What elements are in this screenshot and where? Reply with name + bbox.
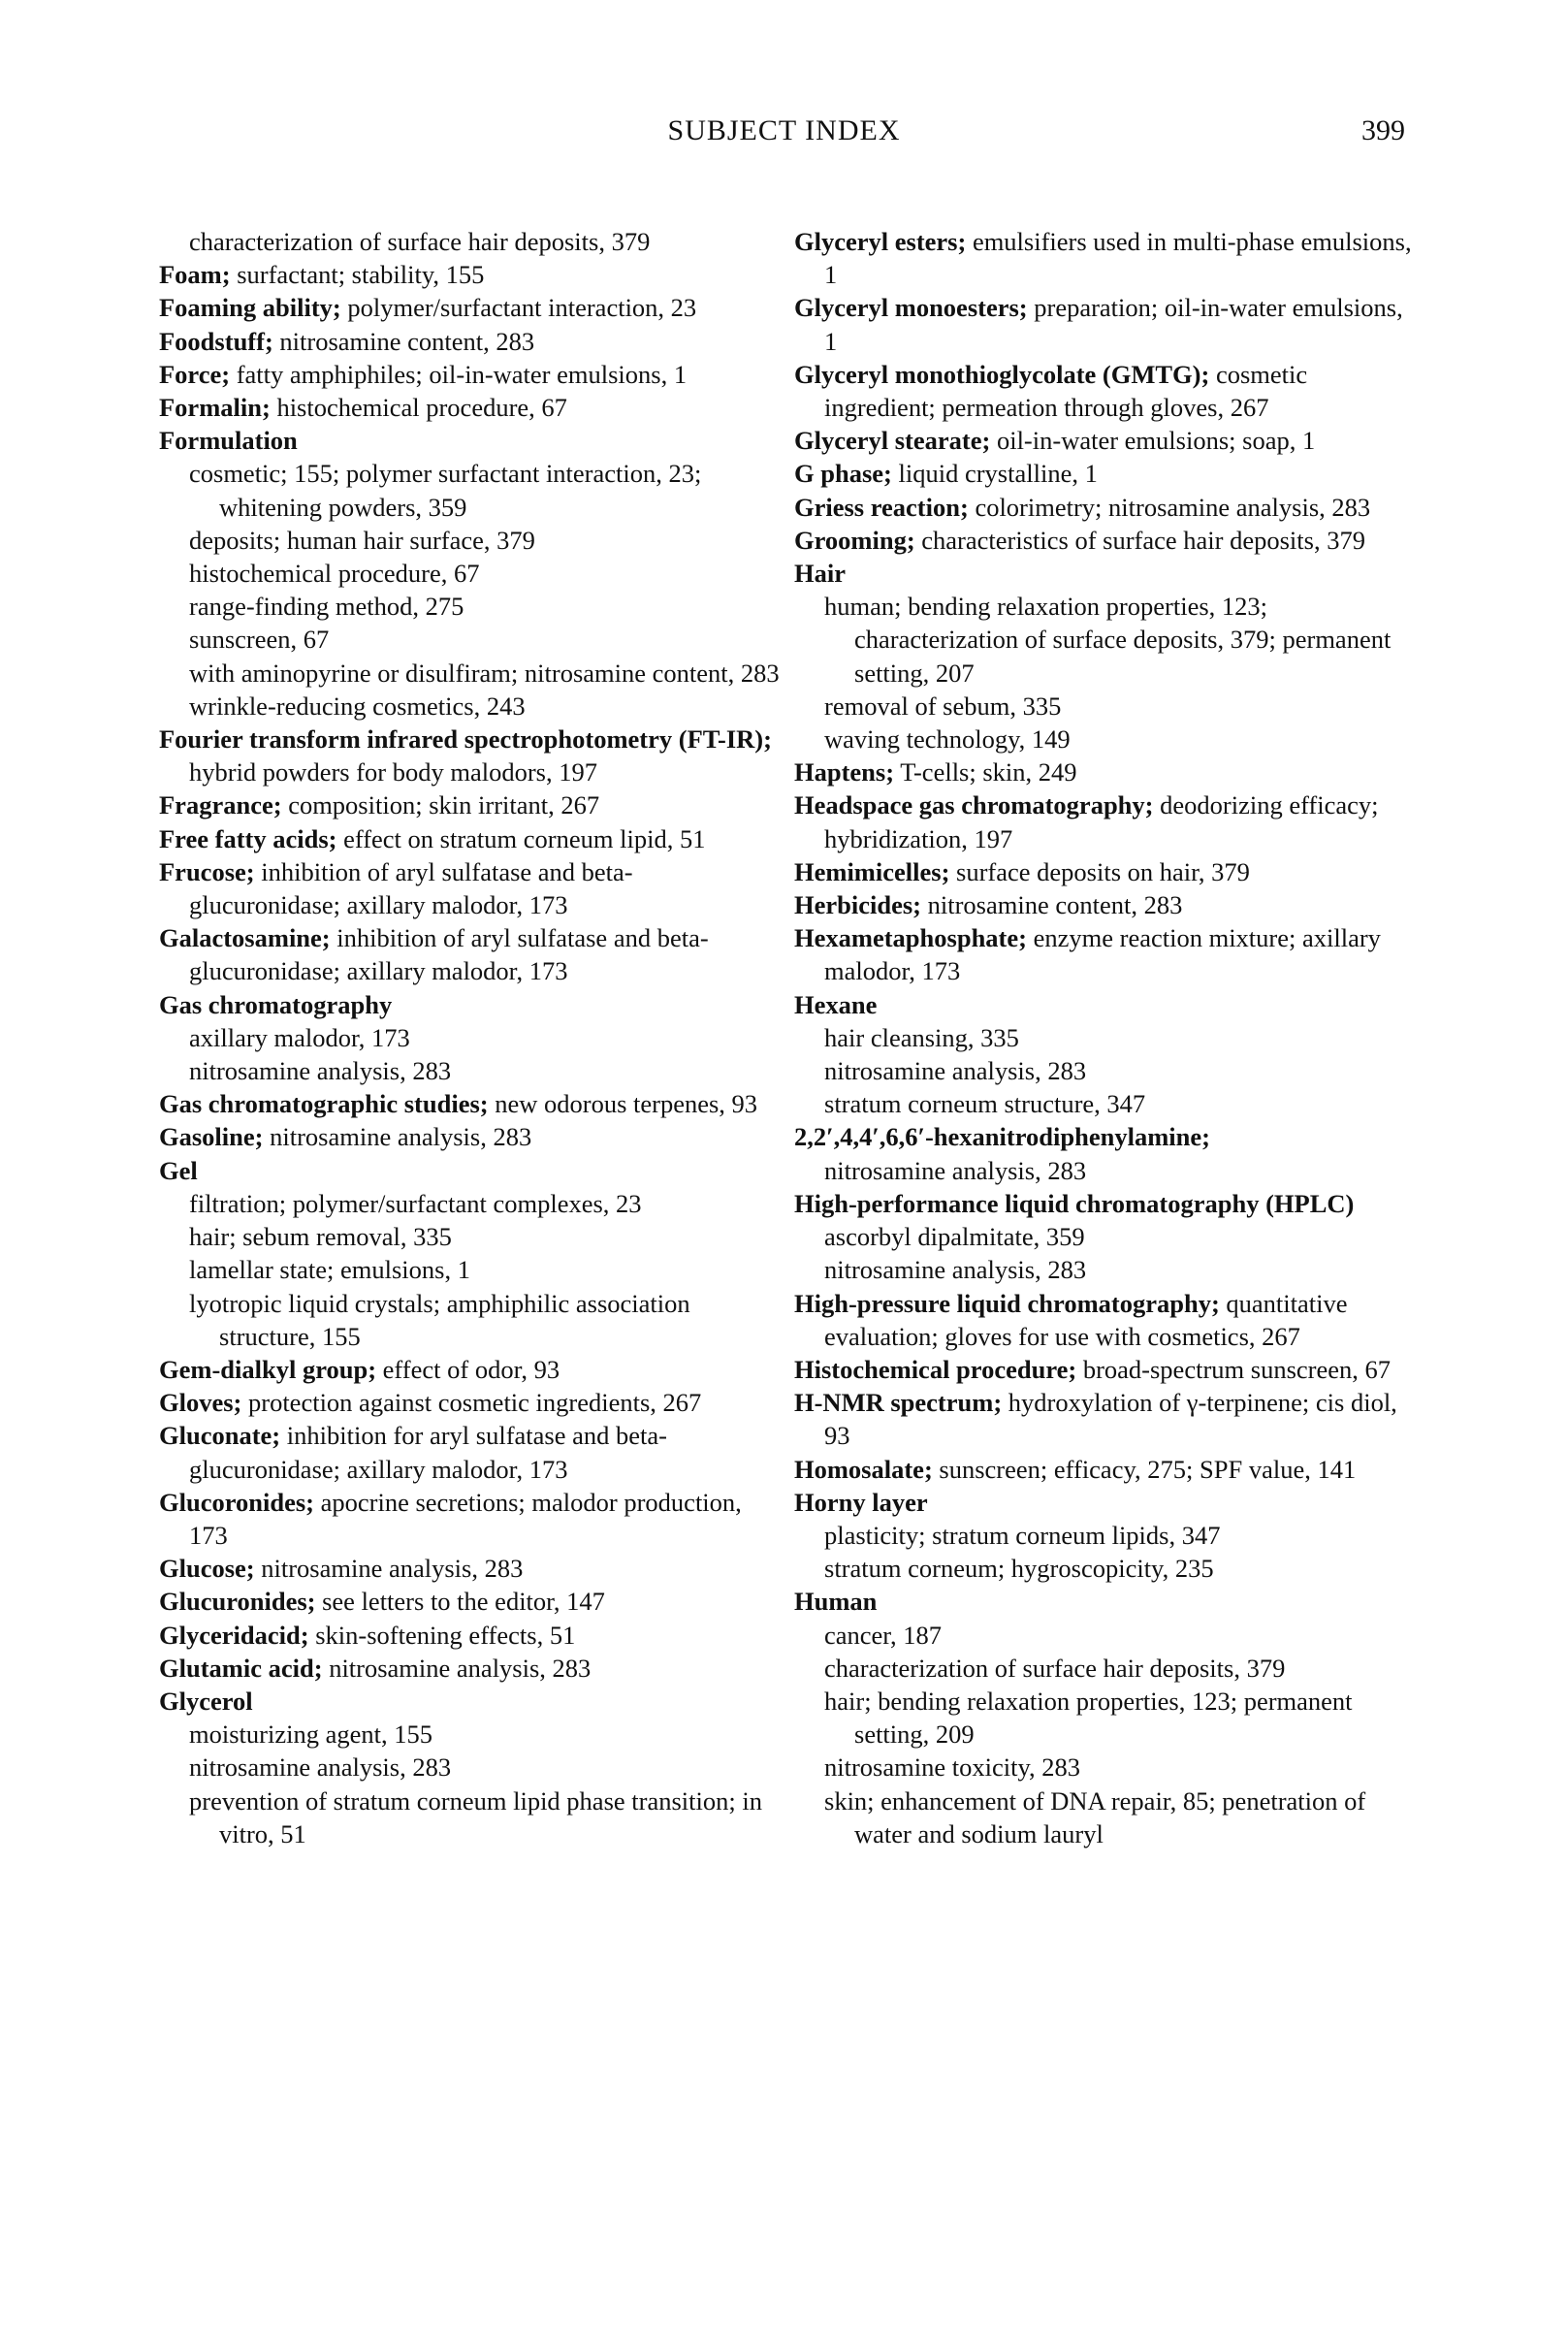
index-term: Hair [794,559,846,589]
index-entry [159,1120,780,1153]
index-locator: hybrid powders for body malodors, 197 [189,757,597,787]
index-subentry: histochemical procedure, 67 [189,559,480,589]
index-locator: sunscreen; efficacy, 275; SPF value, 141 [932,1454,1357,1484]
index-entry [159,855,780,921]
index-term: Grooming; [794,525,915,555]
index-entry [794,788,1415,854]
index-locator: hydroxylation of γ-terpinene; cis diol, 93 [824,1388,1397,1451]
index-locator: cosmetic ingredient; permeation through gloves, 267 [824,359,1308,423]
index-locator: colorimetry; nitrosamine analysis, 283 [968,492,1371,522]
index-term: Glucose; [159,1554,255,1584]
index-locator: histochemical procedure, 67 [270,393,567,423]
index-locator: enzyme reaction mixture; axillary malodor, 173 [824,923,1381,986]
index-term: G phase; [794,459,892,489]
index-term: Gasoline; [159,1122,264,1152]
index-locator: characteristics of surface hair deposits, 379 [914,525,1365,555]
index-term: Free fatty acids; [159,823,337,853]
index-locator: inhibition for aryl sulfatase and beta-glucuronidase; axillary malodor, 173 [189,1421,667,1484]
index-entry [159,723,780,788]
index-subentry: hair; sebum removal, 335 [189,1222,452,1252]
index-term: Histochemical procedure; [794,1354,1077,1384]
index-subentry: deposits; human hair surface, 379 [189,525,535,555]
index-entry [794,1287,1415,1353]
index-term: Gel [159,1155,198,1185]
index-term: Gluconate; [159,1421,281,1451]
index-term: Haptens; [794,757,895,787]
index-term: Hemimicelles; [794,856,950,886]
index-term: Human [794,1587,878,1617]
index-term: High-pressure liquid chromatography; [794,1288,1220,1318]
index-locator: oil-in-water emulsions; soap, 1 [990,426,1316,456]
index-locator: emulsifiers used in multi-phase emulsions, 1 [824,227,1412,290]
index-locator: polymer/surfactant interaction, 23 [340,293,697,323]
index-locator: deodorizing efficacy; hybridization, 197 [824,790,1379,853]
index-entry [794,1187,1415,1220]
index-entry [159,1685,780,1718]
index-term: Glyceridacid; [159,1620,309,1650]
index-entry [794,888,1415,921]
index-entry [794,755,1415,788]
index-term: Glyceryl stearate; [794,426,991,456]
index-term: Fragrance; [159,790,282,820]
index-continuation: characterization of surface hair deposits, 379 [189,227,651,256]
index-entry [794,291,1415,357]
index-subentry: nitrosamine analysis, 283 [824,1255,1087,1285]
index-subentry: characterization of surface hair deposits, 379 [824,1653,1286,1683]
index-entry [159,1585,780,1618]
index-entry [794,225,1415,291]
index-term: Headspace gas chromatography; [794,790,1154,820]
index-locator: effect on stratum corneum lipid, 51 [336,823,706,853]
index-locator: nitrosamine analysis, 283 [322,1653,592,1683]
index-entry [159,358,780,391]
index-subentry: waving technology, 149 [824,724,1071,755]
index-locator: T-cells; skin, 249 [894,757,1077,787]
index-subentry: nitrosamine analysis, 283 [824,1155,1087,1185]
index-term: Galactosamine; [159,923,331,953]
index-subentry: plasticity; stratum corneum lipids, 347 [824,1520,1221,1550]
index-locator: effect of odor, 93 [376,1354,560,1384]
index-subentry: wrinkle-reducing cosmetics, 243 [189,691,526,721]
index-term: Gas chromatographic studies; [159,1089,489,1119]
index-entry [159,291,780,324]
index-term: Glucoronides; [159,1487,314,1517]
index-term: Griess reaction; [794,492,969,522]
index-entry [159,1154,780,1187]
index-subentry: human; bending relaxation properties, 123; characterization of surface deposits, 379; permanent setting, 207 [824,592,1392,688]
index-entry [159,988,780,1021]
index-locator: nitrosamine analysis, 283 [254,1554,524,1584]
index-column-right [794,225,1415,1850]
index-locator: nitrosamine analysis, 283 [263,1122,532,1152]
index-entry [794,491,1415,524]
index-term: Glucuronides; [159,1587,316,1617]
index-term: H-NMR spectrum; [794,1388,1003,1418]
index-locator: fatty amphiphiles; oil-in-water emulsions, 1 [230,359,688,389]
index-entry [794,1353,1415,1386]
index-locator: quantitative evaluation; gloves for use with cosmetics, 267 [824,1288,1348,1351]
index-entry [159,1652,780,1685]
index-subentry: ascorbyl dipalmitate, 359 [824,1222,1085,1252]
index-term: Frucose; [159,856,255,886]
index-entry [794,1386,1415,1452]
index-subentry: cancer, 187 [824,1620,943,1650]
index-locator: nitrosamine content, 283 [921,890,1183,920]
index-subentry: stratum corneum; hygroscopicity, 235 [824,1554,1214,1584]
index-entry [794,1486,1415,1519]
index-term: Glutamic acid; [159,1653,323,1683]
index-entry [794,921,1415,987]
index-locator: liquid crystalline, 1 [891,459,1098,489]
index-locator: new odorous terpenes, 93 [488,1089,758,1119]
index-term: Glyceryl esters; [794,227,967,256]
index-subentry: hair; bending relaxation properties, 123; permanent setting, 209 [824,1686,1353,1750]
index-term: Homosalate; [794,1454,933,1484]
index-subentry: prevention of stratum corneum lipid phase transition; in vitro, 51 [189,1785,762,1848]
index-locator: inhibition of aryl sulfatase and beta-glucuronidase; axillary malodor, 173 [189,923,709,986]
index-subentry: nitrosamine analysis, 283 [189,1752,452,1783]
index-term: Formalin; [159,393,271,423]
index-subentry: cosmetic; 155; polymer surfactant interaction, 23; whitening powders, 359 [189,459,702,522]
index-locator: surface deposits on hair, 379 [949,856,1250,886]
index-entry [794,524,1415,557]
index-term: Foaming ability; [159,293,341,323]
index-term: Glyceryl monoesters; [794,293,1028,323]
page-number: 399 [1361,114,1405,146]
index-locator: preparation; oil-in-water emulsions, 1 [824,293,1403,356]
index-subentry: removal of sebum, 335 [824,691,1062,721]
index-term: Glyceryl monothioglycolate (GMTG); [794,359,1210,389]
index-locator: protection against cosmetic ingredients, 267 [241,1388,702,1418]
index-term: Force; [159,359,231,389]
index-subentry: sunscreen, 67 [189,625,330,655]
index-locator: broad-spectrum sunscreen, 67 [1076,1354,1391,1384]
index-term: Gas chromatography [159,989,393,1019]
index-locator: inhibition of aryl sulfatase and beta-glucuronidase; axillary malodor, 173 [189,856,633,920]
index-term: Gem-dialkyl group; [159,1354,377,1384]
index-entry [159,822,780,855]
index-term: Hexane [794,989,878,1019]
index-term: Foodstuff; [159,326,273,356]
index-entry [159,325,780,358]
index-locator: composition; skin irritant, 267 [281,790,600,820]
index-entry [794,855,1415,888]
index-term: Foam; [159,260,231,290]
index-subentry: moisturizing agent, 155 [189,1719,432,1750]
index-entry [794,424,1415,457]
page-title: SUBJECT INDEX [667,114,901,146]
index-subentry: nitrosamine toxicity, 283 [824,1752,1080,1783]
index-subentry: filtration; polymer/surfactant complexes, 23 [189,1188,642,1218]
index-term: Formulation [159,426,298,456]
index-entry [159,258,780,291]
index-entry [794,457,1415,490]
index-subentry: nitrosamine analysis, 283 [824,1056,1087,1086]
index-locator: nitrosamine content, 283 [272,326,535,356]
index-subentry: stratum corneum structure, 347 [824,1089,1146,1119]
index-subentry: with aminopyrine or disulfiram; nitrosamine content, 283 [189,658,780,688]
index-subentry: hair cleansing, 335 [824,1022,1019,1052]
index-term: Horny layer [794,1487,928,1517]
index-subentry: axillary malodor, 173 [189,1022,410,1052]
index-subentry: skin; enhancement of DNA repair, 85; penetration of water and sodium lauryl [824,1785,1366,1848]
index-entry [159,1486,780,1552]
index-subentry: lamellar state; emulsions, 1 [189,1255,470,1285]
index-locator: apocrine secretions; malodor production, 173 [189,1487,742,1550]
index-term: Gloves; [159,1388,242,1418]
index-entry [159,1087,780,1120]
index-entry [794,358,1415,424]
index-entry [794,1453,1415,1486]
index-subentry: range-finding method, 275 [189,592,464,622]
index-subentry: lyotropic liquid crystals; amphiphilic association structure, 155 [189,1288,690,1351]
index-term: Fourier transform infrared spectrophotometry (FT-IR); [159,724,772,755]
running-head [0,114,1568,153]
index-entry [159,1419,780,1485]
index-term: Glycerol [159,1686,253,1716]
index-term: 2,2′,4,4′,6,6′-hexanitrodiphenylamine; [794,1122,1210,1152]
index-term: High-performance liquid chromatography (HPLC) [794,1188,1355,1218]
index-entry [794,1585,1415,1618]
index-locator: skin-softening effects, 51 [308,1620,576,1650]
index-subentry: nitrosamine analysis, 283 [189,1056,452,1086]
index-entry [159,1353,780,1386]
index-entry [159,1552,780,1585]
index-entry [159,1386,780,1419]
index-entry [794,988,1415,1021]
index-entry [159,391,780,424]
index-entry [794,1120,1415,1153]
index-entry [159,788,780,821]
index-entry [159,921,780,987]
index-entry [159,424,780,457]
index-term: Hexametaphosphate; [794,923,1027,953]
index-locator: surfactant; stability, 155 [230,260,485,290]
index-term: Herbicides; [794,890,921,920]
index-entry [159,1619,780,1652]
index-column-left [159,225,780,1850]
index-entry [794,557,1415,590]
index-locator: see letters to the editor, 147 [315,1587,605,1617]
